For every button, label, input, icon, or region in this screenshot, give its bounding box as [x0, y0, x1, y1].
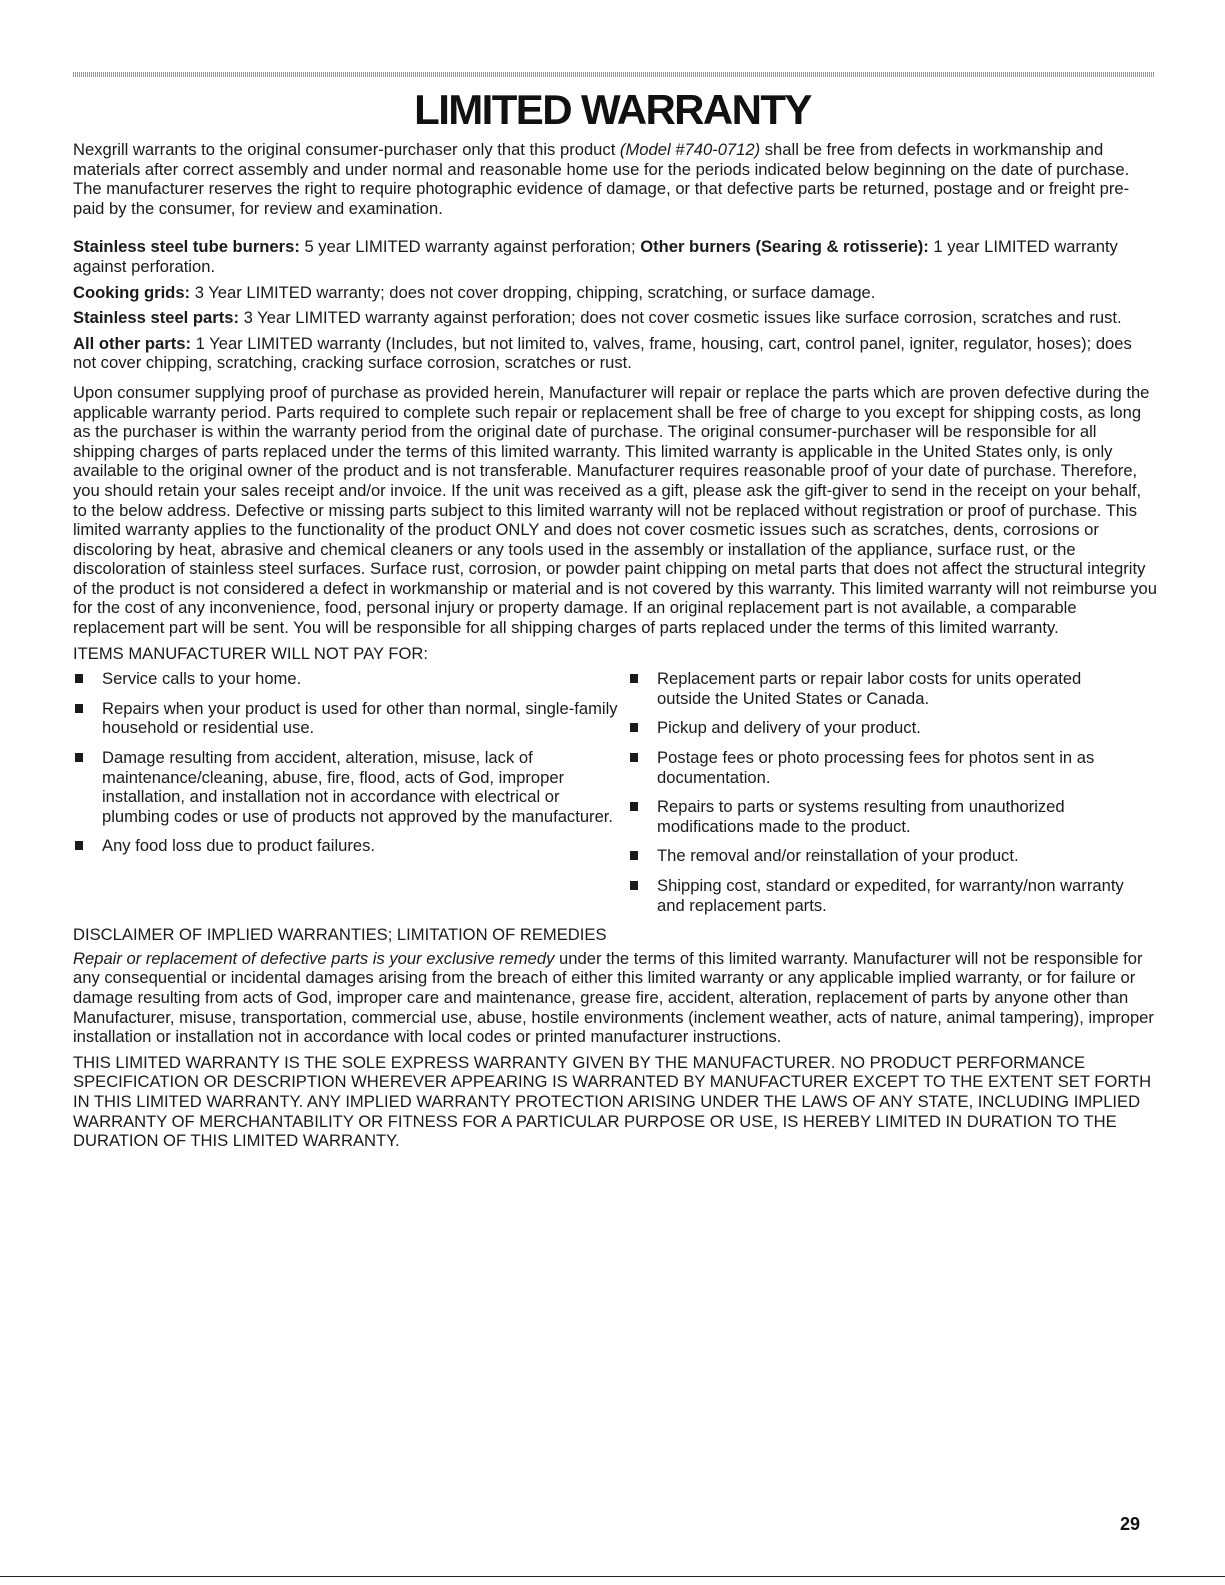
- list-item: [73, 669, 628, 689]
- list-item: [628, 876, 1138, 915]
- list-item: [628, 669, 1138, 708]
- disclaimer-text: under the terms of this limited warranty. Manufacturer will not be responsible for any consequential or incidental damages arising from the breach of either this limited warranty or any applicable implied warranty, or for failure or damage resulting from acts of God, improper care and maintenance, grease fire, accident, alteration, replacement of parts by anyone other than Manufacturer, misuse, transportation, commercial use, abuse, hostile environments (inclement weather, acts of nature, animal tampering), improper installation or installation not in accordance with local codes or printed manufacturer instructions.: [73, 948, 1154, 1047]
- disclaimer-paragraph: [73, 949, 1158, 1047]
- bullet-icon: [75, 674, 83, 683]
- list-item-text: Pickup and delivery of your product.: [657, 718, 921, 738]
- list-item-text: Any food loss due to product failures.: [102, 836, 376, 856]
- sole-warranty-paragraph: THIS LIMITED WARRANTY IS THE SOLE EXPRESS WARRANTY GIVEN BY THE MANUFACTURER. NO PRODUCT PERFORMANCE SPECIFICATION OR DESCRIPTION WHEREVER APPEARING IS WARRANTED BY MANUFACTURER EXCEPT TO THE EXTENT SET FORTH IN THIS LIMITED WARRANTY. ANY IMPLIED WARRANTY PROTECTION ARISING UNDER THE LAWS OF ANY STATE, INCLUDING IMPLIED WARRANTY OF MERCHANTABILITY OR FITNESS FOR A PARTICULAR PURPOSE OR USE, IS HEREBY LIMITED IN DURATION TO THE DURATION OF THIS LIMITED WARRANTY.: [73, 1052, 1152, 1151]
- exclusions-list: [73, 669, 1158, 925]
- bullet-icon: [630, 753, 638, 762]
- coverage-text: 3 Year LIMITED warranty against perforation; does not cover cosmetic issues like surface corrosion, scratches and rust.: [239, 308, 1122, 328]
- list-item-text: Shipping cost, standard or expedited, for warranty/non warranty and replacement parts.: [657, 876, 1124, 915]
- coverage-label: Other burners (Searing & rotisserie):: [640, 237, 929, 257]
- bullet-icon: [630, 881, 638, 890]
- exclusive-remedy-text: Repair or replacement of defective parts is your exclusive remedy: [73, 948, 555, 968]
- coverage-text: 1 Year LIMITED warranty (Includes, but not limited to, valves, frame, housing, cart, control panel, igniter, regulator, hoses); does not cover chipping, scratching, cracking surface corrosion, scratches or rust.: [73, 333, 1132, 373]
- coverage-label: Stainless steel tube burners:: [73, 237, 300, 257]
- list-item-text: Postage fees or photo processing fees for photos sent in as documentation.: [657, 748, 1095, 787]
- coverage-item-burners: [73, 237, 1158, 276]
- bullet-icon: [630, 674, 638, 683]
- coverage-item-other-parts: [73, 334, 1158, 373]
- list-item-text: Replacement parts or repair labor costs for units operated outside the United States or Canada.: [657, 669, 1082, 708]
- list-item-text: Service calls to your home.: [102, 669, 302, 689]
- coverage-label: Cooking grids:: [73, 282, 191, 302]
- bullet-icon: [75, 704, 83, 713]
- bullet-icon: [630, 802, 638, 811]
- coverage-text: 1 year LIMITED warranty against perforation.: [73, 237, 1118, 276]
- coverage-text: 3 Year LIMITED warranty; does not cover dropping, chipping, scratching, or surface damage.: [190, 282, 876, 302]
- list-item: [73, 836, 628, 856]
- list-item: [628, 846, 1138, 866]
- bullet-icon: [75, 753, 83, 762]
- list-item-text: Repairs when your product is used for other than normal, single-family household or residential use.: [102, 698, 618, 738]
- list-item: [628, 718, 1138, 738]
- list-item-text: The removal and/or reinstallation of your product.: [657, 846, 1019, 866]
- coverage-label: All other parts:: [73, 333, 192, 353]
- disclaimer-heading: DISCLAIMER OF IMPLIED WARRANTIES; LIMITATION OF REMEDIES: [73, 925, 607, 945]
- coverage-text: 5 year LIMITED warranty against perforation;: [299, 237, 641, 257]
- items-heading: ITEMS MANUFACTURER WILL NOT PAY FOR:: [73, 643, 428, 663]
- list-item-text: Repairs to parts or systems resulting from unauthorized modifications made to the product.: [657, 797, 1065, 836]
- page-number: 29: [1119, 1514, 1140, 1534]
- warranty-content: [73, 140, 1158, 1151]
- list-item-text: Damage resulting from accident, alteration, misuse, lack of maintenance/cleaning, abuse, fire, flood, acts of God, improper installation, and installation not in accordance with electrical or plumbing codes or use of products not approved by the manufacturer.: [102, 748, 614, 826]
- coverage-item-cooking-grids: [73, 283, 1158, 303]
- top-rule: [73, 72, 1155, 77]
- bullet-icon: [75, 841, 83, 850]
- bottom-rule: [0, 1576, 1225, 1577]
- list-item: [73, 748, 628, 826]
- intro-text: Nexgrill warrants to the original consumer-purchaser only that this product: [73, 140, 620, 159]
- list-item: [628, 748, 1138, 787]
- coverage-section: [73, 237, 1158, 373]
- exclusions-column-right: [628, 669, 1138, 925]
- page-title: LIMITED WARRANTY: [414, 86, 811, 133]
- bullet-icon: [630, 723, 638, 732]
- bullet-icon: [630, 851, 638, 860]
- list-item: [628, 797, 1138, 836]
- list-item: [73, 699, 628, 738]
- intro-paragraph: [73, 140, 1158, 218]
- warranty-terms-paragraph: Upon consumer supplying proof of purchase as provided herein, Manufacturer will repair or replace the parts which are proven defective during the applicable warranty period. Parts required to complete such repair or replacement shall be free of charge to you except for shipping costs, as long as the purchaser is within the warranty period from the original date of purchase. The original consumer-purchaser will be responsible for all shipping charges of parts replaced under the terms of this limited warranty. This limited warranty is applicable in the United States only, is only available to the original owner of the product and is not transferable. Manufacturer requires reasonable proof of your date of purchase. Therefore, you should retain your sales receipt and/or invoice. If the unit was received as a gift, please ask the gift-giver to send in the receipt on your behalf, to the below address. Defective or missing parts subject to this limited warranty will not be replaced without registration or proof of purchase. This limited warranty applies to the functionality of the product ONLY and does not cover cosmetic issues such as scratches, dents, corrosions or discoloring by heat, abrasive and chemical cleaners or any tools used in the assembly or installation of the appliance, surface rust, or the discoloration of stainless steel surfaces. Surface rust, corrosion, or powder paint chipping on metal parts that does not affect the structural integrity of the product is not considered a defect in workmanship or material and is not covered by this warranty. This limited warranty will not reimburse you for the cost of any inconvenience, food, personal injury or property damage. If an original replacement part is not available, a comparable replacement part will be sent. You will be responsible for all shipping charges of parts replaced under the terms of this limited warranty.: [73, 382, 1158, 638]
- exclusions-column-left: [73, 669, 628, 925]
- coverage-item-stainless-parts: [73, 308, 1158, 328]
- intro-text-continued: shall be free from defects in workmanship and materials after correct assembly and under normal and reasonable home use for the periods indicated below beginning on the date of purchase. The manufacturer reserves the right to require photographic evidence of damage, or that defective parts be returned, postage and or freight pre-paid by the consumer, for review and examination.: [73, 140, 1130, 218]
- model-number: (Model #740-0712): [619, 140, 761, 159]
- coverage-label: Stainless steel parts:: [73, 308, 240, 328]
